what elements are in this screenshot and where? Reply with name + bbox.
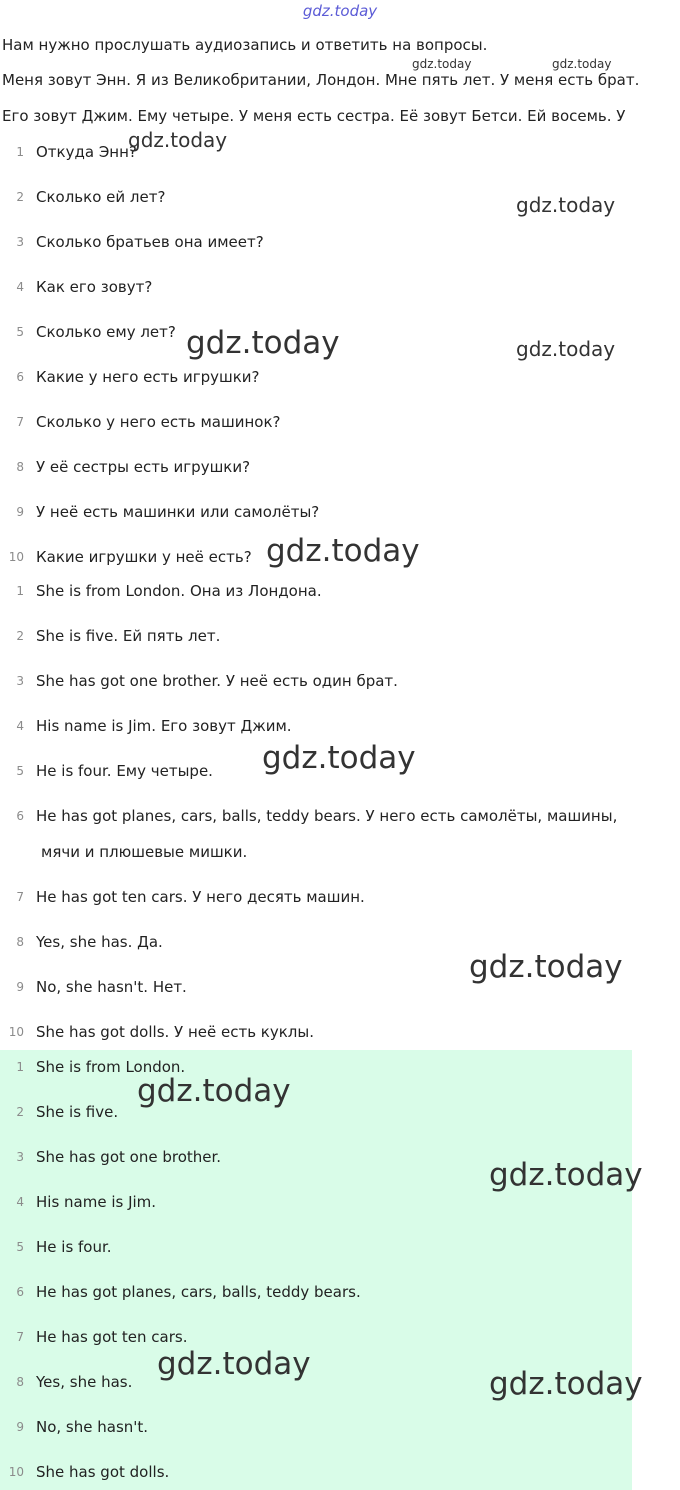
- intro-line-3: Его зовут Джим. Ему четыре. У меня есть сестра. Её зовут Бетси. Ей восемь. У: [2, 107, 626, 125]
- answers_translated-item: [0, 887, 672, 907]
- item-number: 4: [16, 280, 24, 294]
- item-number: 5: [16, 764, 24, 778]
- answers_translated-item: [0, 977, 672, 997]
- item-number: 2: [16, 629, 24, 643]
- item-number: 8: [16, 460, 24, 474]
- answers_english-item: [0, 1372, 672, 1392]
- questions-item: [0, 232, 672, 252]
- item-number: 7: [16, 415, 24, 429]
- watermark-text: gdz.today: [137, 1073, 291, 1109]
- item-number: 10: [8, 550, 24, 564]
- watermark-text: gdz.today: [186, 325, 340, 361]
- item-number: 1: [16, 145, 24, 159]
- item-number: 6: [16, 1285, 24, 1299]
- item-text: He is four. Ему четыре.: [36, 762, 213, 780]
- item-number: 10: [8, 1465, 24, 1479]
- watermark-text: gdz.today: [489, 1157, 643, 1193]
- item-text: He has got ten cars. У него десять машин.: [36, 888, 365, 906]
- questions-item: [0, 412, 672, 432]
- item-number: 1: [16, 1060, 24, 1074]
- watermark-text: gdz.today: [157, 1346, 311, 1382]
- item-text: She is from London.: [36, 1058, 186, 1076]
- item-number: 9: [16, 1420, 24, 1434]
- watermark-text: gdz.today: [516, 193, 616, 217]
- item-number: 6: [16, 809, 24, 823]
- item-number: 7: [16, 890, 24, 904]
- item-text: Yes, she has.: [36, 1373, 133, 1391]
- watermark-text: gdz.today: [266, 533, 420, 569]
- item-number: 5: [16, 325, 24, 339]
- item-text: Yes, she has. Да.: [36, 933, 163, 951]
- questions-item: [0, 277, 672, 297]
- item-text: Сколько ему лет?: [36, 323, 176, 341]
- questions-item: [0, 322, 672, 342]
- watermark-text: gdz.today: [412, 57, 472, 71]
- answers_translated-item: [0, 761, 672, 781]
- item-number: 9: [16, 505, 24, 519]
- item-text: Какие игрушки у неё есть?: [36, 548, 252, 566]
- questions-item: [0, 502, 672, 522]
- answers_english-item: [0, 1237, 672, 1257]
- answers_translated-item: [0, 932, 672, 952]
- site-header-logo: gdz.today: [302, 2, 378, 20]
- item-text: He has got planes, cars, balls, teddy bears.: [36, 1283, 361, 1301]
- answers_translated-item: [0, 626, 672, 646]
- item-text: She has got dolls. У неё есть куклы.: [36, 1023, 314, 1041]
- answers_english-item: [0, 1192, 672, 1212]
- item-text: Как его зовут?: [36, 278, 153, 296]
- questions-item: [0, 547, 672, 567]
- item-number: 2: [16, 1105, 24, 1119]
- answers_english-item: [0, 1282, 672, 1302]
- intro-line-2: Меня зовут Энн. Я из Великобритании, Лондон. Мне пять лет. У меня есть брат.: [2, 71, 640, 89]
- item-text: No, she hasn't. Нет.: [36, 978, 187, 996]
- item-number: 8: [16, 1375, 24, 1389]
- answers_english-item: [0, 1057, 672, 1077]
- item-number: 10: [8, 1025, 24, 1039]
- item-text: He is four.: [36, 1238, 112, 1256]
- item-text: His name is Jim.: [36, 1193, 157, 1211]
- item-text: He has got ten cars.: [36, 1328, 188, 1346]
- item-number: 3: [16, 1150, 24, 1164]
- item-text: She has got dolls.: [36, 1463, 170, 1481]
- item-number: 8: [16, 935, 24, 949]
- item-text: Сколько у него есть машинок?: [36, 413, 281, 431]
- questions-item: [0, 187, 672, 207]
- answers_english-item: [0, 1102, 672, 1122]
- item-text: She is five.: [36, 1103, 119, 1121]
- item-text: No, she hasn't.: [36, 1418, 149, 1436]
- watermark-text: gdz.today: [128, 128, 228, 152]
- item-number: 6: [16, 370, 24, 384]
- item-text: She has got one brother.: [36, 1148, 222, 1166]
- watermark-text: gdz.today: [262, 740, 416, 776]
- item-number: 4: [16, 719, 24, 733]
- answers_translated-item: [0, 671, 672, 691]
- item-text: Сколько ей лет?: [36, 188, 166, 206]
- item-text: У её сестры есть игрушки?: [36, 458, 251, 476]
- answers_translated-item: [0, 806, 672, 826]
- item-number: 3: [16, 674, 24, 688]
- watermark-text: gdz.today: [469, 949, 623, 985]
- item-text: Какие у него есть игрушки?: [36, 368, 260, 386]
- item-number: 5: [16, 1240, 24, 1254]
- questions-item: [0, 457, 672, 477]
- answers_english-item: [0, 1417, 672, 1437]
- item-text: She is from London. Она из Лондона.: [36, 582, 322, 600]
- questions-item: [0, 367, 672, 387]
- item-text: У неё есть машинки или самолёты?: [36, 503, 320, 521]
- item-text-continuation: мячи и плюшевые мишки.: [41, 843, 248, 861]
- item-text: He has got planes, cars, balls, teddy bears. У него есть самолёты, машины,: [36, 807, 618, 825]
- item-number: 9: [16, 980, 24, 994]
- item-text: Откуда Энн?: [36, 143, 137, 161]
- item-text: His name is Jim. Его зовут Джим.: [36, 717, 292, 735]
- item-text: She is five. Ей пять лет.: [36, 627, 221, 645]
- intro-line-1: Нам нужно прослушать аудиозапись и ответить на вопросы.: [2, 36, 488, 54]
- answers_translated-item: [0, 716, 672, 736]
- item-number: 2: [16, 190, 24, 204]
- answers_english-item: [0, 1327, 672, 1347]
- answers_translated-item: [0, 581, 672, 601]
- questions-item: [0, 142, 672, 162]
- watermark-text: gdz.today: [489, 1366, 643, 1402]
- item-text: She has got one brother. У неё есть один брат.: [36, 672, 398, 690]
- item-number: 4: [16, 1195, 24, 1209]
- watermark-text: gdz.today: [552, 57, 612, 71]
- watermark-text: gdz.today: [516, 337, 616, 361]
- answers_english-item: [0, 1462, 672, 1482]
- item-number: 7: [16, 1330, 24, 1344]
- item-text: Сколько братьев она имеет?: [36, 233, 264, 251]
- answers_english-item: [0, 1147, 672, 1167]
- item-number: 3: [16, 235, 24, 249]
- answers_translated-item: [0, 1022, 672, 1042]
- item-number: 1: [16, 584, 24, 598]
